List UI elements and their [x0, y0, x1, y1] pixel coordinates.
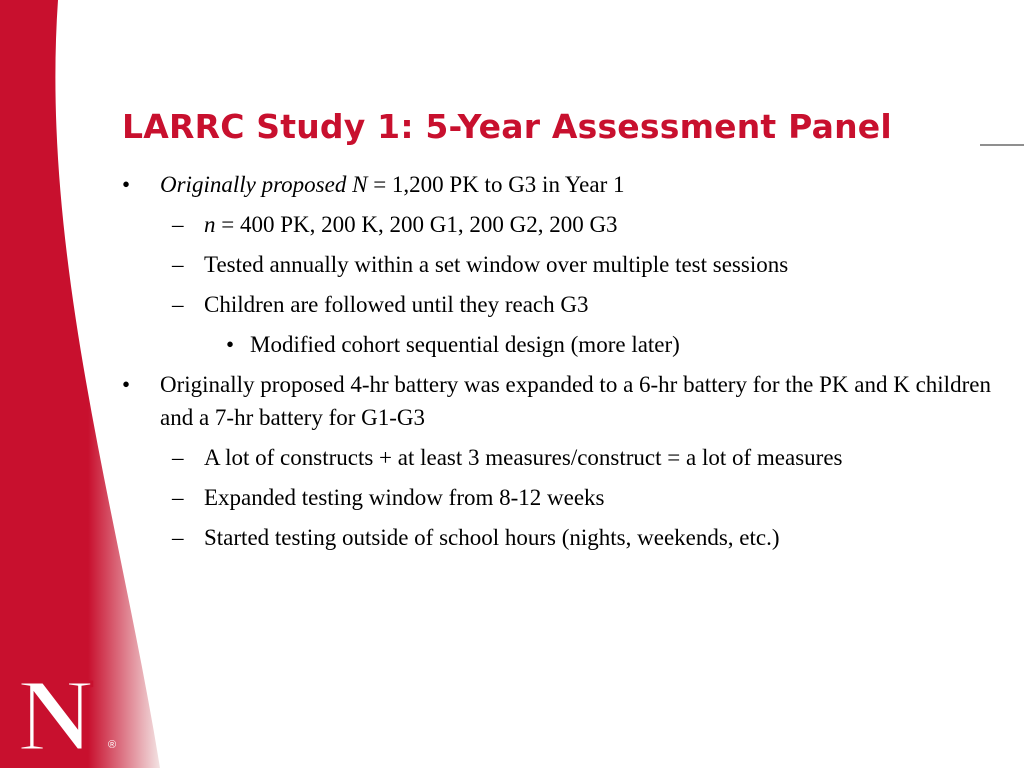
- bullet-marker: –: [172, 292, 184, 317]
- registered-mark: ®: [108, 739, 117, 751]
- bullet-text: [204, 252, 788, 277]
- bullet-item-level-1: [122, 168, 992, 201]
- bullet-text: [204, 525, 780, 550]
- bullet-text-segment: A lot of constructs + at least 3 measures/construct = a lot of measures: [204, 445, 843, 470]
- bullet-text: [160, 172, 624, 197]
- bullet-text: [204, 485, 605, 510]
- bullet-text-segment: n: [204, 212, 216, 237]
- logo-letter: N: [18, 664, 94, 760]
- bullet-item-level-2: [122, 441, 992, 474]
- bullet-marker: •: [122, 172, 131, 197]
- bullet-item-level-3: [122, 328, 992, 361]
- bullet-marker: –: [172, 445, 184, 470]
- bullet-marker: –: [172, 525, 184, 550]
- bullet-text-segment: Modified cohort sequential design (more later): [250, 332, 680, 357]
- bullet-text: [204, 445, 842, 470]
- bullet-marker: –: [172, 252, 184, 277]
- bullet-text-segment: = 400 PK, 200 K, 200 G1, 200 G2, 200 G3: [215, 212, 618, 237]
- bullet-text-segment: Originally proposed: [160, 172, 353, 197]
- bullet-item-level-2: [122, 288, 992, 321]
- bullet-item-level-2: [122, 521, 992, 554]
- nebraska-n-logo-icon: [14, 664, 120, 760]
- bullet-text: [160, 372, 991, 430]
- bullet-text-segment: Originally proposed 4-hr battery was expanded to a 6-hr battery for the PK and K children and a 7-hr battery for G1-G3: [160, 372, 991, 430]
- bullet-item-level-2: [122, 208, 992, 241]
- bullet-list: [122, 168, 992, 561]
- bullet-item-level-1: [122, 368, 992, 434]
- slide-title: LARRC Study 1: 5-Year Assessment Panel: [122, 107, 892, 146]
- bullet-marker: –: [172, 485, 184, 510]
- bullet-text: [204, 212, 618, 237]
- bullet-text: [204, 292, 589, 317]
- bullet-item-level-2: [122, 481, 992, 514]
- bullet-text-segment: Started testing outside of school hours (nights, weekends, etc.): [204, 525, 780, 550]
- bullet-text-segment: Expanded testing window from 8-12 weeks: [204, 485, 605, 510]
- title-divider: [980, 144, 1024, 146]
- bullet-text-segment: = 1,200 PK to G3 in Year 1: [367, 172, 625, 197]
- bullet-marker: •: [122, 372, 131, 397]
- bullet-text-segment: Tested annually within a set window over multiple test sessions: [204, 252, 789, 277]
- bullet-item-level-2: [122, 248, 992, 281]
- bullet-marker: •: [226, 332, 235, 357]
- bullet-marker: –: [172, 212, 184, 237]
- bullet-text: [250, 332, 680, 357]
- bullet-text-segment: Children are followed until they reach G3: [204, 292, 589, 317]
- bullet-text-segment: N: [352, 172, 368, 197]
